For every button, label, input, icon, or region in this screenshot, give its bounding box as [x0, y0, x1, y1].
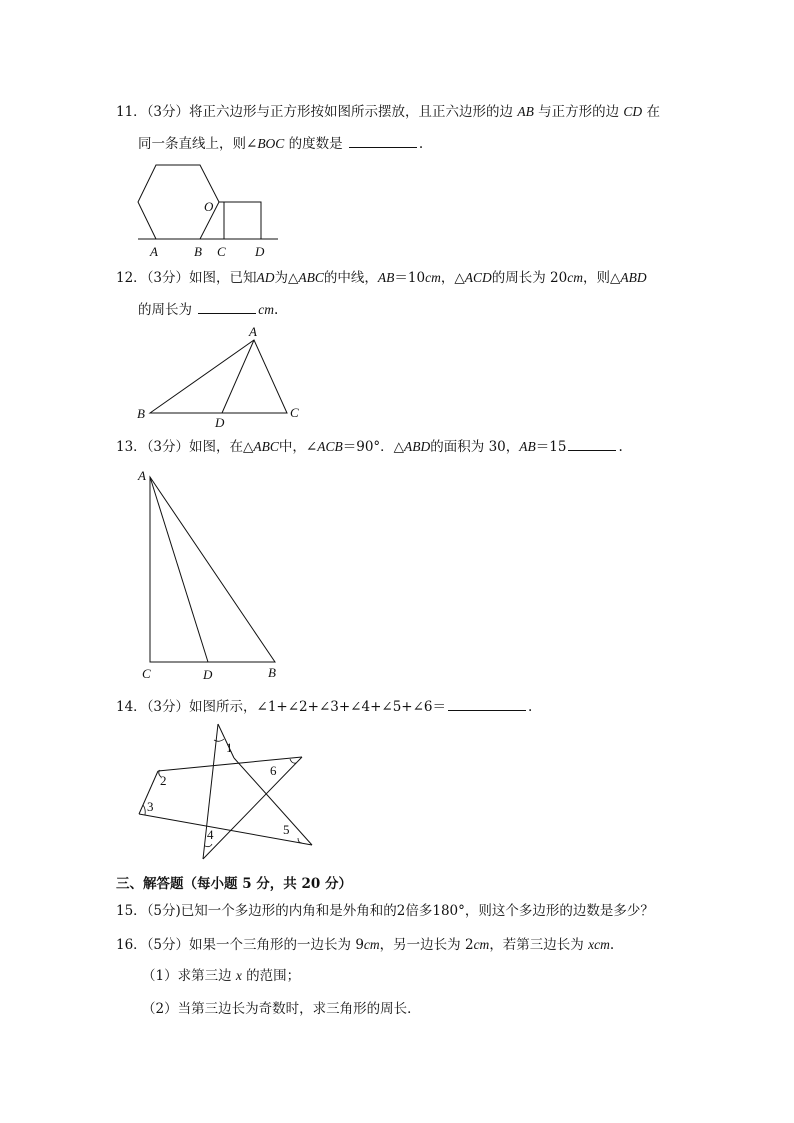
q13-text: 如图，在△ [189, 439, 254, 455]
q14-arc-1 [214, 739, 224, 741]
q15-number: 15． [116, 903, 147, 919]
q11-label-c: C [217, 244, 226, 259]
q11-text: 在 [642, 104, 660, 120]
q12-text: 的中线， [323, 270, 378, 286]
q16-sub2-text: （2）当第三边长为奇数时，求三角形的周长． [142, 1001, 421, 1017]
q11-answer-blank[interactable] [349, 134, 417, 148]
q12-line2 [138, 300, 278, 319]
q12-var-abd: ABD [620, 270, 647, 285]
q13-score: （3分） [146, 439, 190, 455]
q14-line-2-6 [158, 757, 302, 771]
q16-score: （5分） [146, 937, 190, 953]
q11-figure [130, 160, 290, 265]
q11-line2 [138, 134, 423, 153]
q13-var-ab: AB [519, 439, 536, 454]
q13-answer-blank[interactable] [568, 437, 616, 451]
q13-label-b: B [268, 665, 276, 680]
q14-line-6-4 [203, 757, 302, 859]
q13-label-d: D [203, 667, 213, 682]
q16-sub1-text: （1）求第三边 [142, 968, 236, 984]
q13-figure [130, 465, 290, 685]
q11-var-ab: AB [517, 104, 534, 119]
q12-var-ad: AD [256, 270, 275, 285]
q12-text: ，则△ [582, 270, 621, 286]
q14-angle-2: 2 [160, 773, 167, 788]
q14-angle-4: 4 [207, 827, 214, 842]
q12-figure [130, 322, 310, 432]
q16-number: 16． [116, 937, 147, 953]
q11-label-d: D [255, 244, 265, 259]
q12-end: . [274, 302, 279, 318]
q16-end: . [609, 937, 615, 953]
q16-unit: cm [594, 937, 610, 952]
q14-end: . [528, 699, 533, 715]
q13-number: 13． [116, 439, 147, 455]
q12-label-a: A [249, 324, 257, 339]
q16-line1 [116, 936, 614, 954]
q12-score: （3分） [146, 270, 190, 286]
q12-text: 为△ [274, 270, 299, 286]
q13-text: 中，∠ [278, 439, 318, 455]
q14-figure [130, 718, 330, 868]
q12-text: 的周长为 20 [491, 270, 568, 286]
q12-line1 [116, 269, 647, 287]
q12-triangle-abc [150, 340, 287, 413]
q11-number: 11． [116, 104, 147, 120]
q12-var-abc: ABC [298, 270, 324, 285]
q12-label-d: D [215, 415, 225, 430]
q16-sub2 [142, 1000, 421, 1018]
q11-end: . [418, 136, 424, 152]
q11-label-b: B [194, 244, 202, 259]
q16-sub1-var-x: x [235, 968, 242, 983]
q11-label-o: O [204, 199, 214, 214]
q14-angle-5: 5 [283, 822, 290, 837]
q13-var-acb: ACB [317, 439, 343, 454]
q16-text: ，另一边长为 2 [379, 937, 474, 953]
q14-answer-blank[interactable] [448, 697, 526, 711]
q12-label-b: B [137, 406, 145, 421]
q14-number: 14． [116, 699, 147, 715]
q12-text: ，△ [440, 270, 465, 286]
q11-text: 将正六边形与正方形按如图所示摆放，且正六边形的边 [189, 104, 518, 120]
q13-text: 的面积为 30， [430, 439, 520, 455]
q13-line1 [116, 437, 623, 456]
q13-segment-ad [150, 477, 208, 662]
q14-arc-4 [205, 844, 212, 847]
q14-arc-3 [143, 805, 145, 815]
q12-unit: cm [425, 270, 441, 285]
q11-square [224, 202, 261, 239]
q12-var-ab: AB [377, 270, 395, 285]
q16-unit: cm [473, 937, 490, 952]
section-3-heading: 三、解答题（每小题 5 分，共 20 分） [116, 876, 352, 892]
q14-line1 [116, 697, 532, 716]
q11-text: 的度数是 [284, 136, 347, 152]
q11-score: （3分） [146, 104, 190, 120]
q11-text: 与正方形的边 [533, 104, 624, 120]
q11-var-boc: BOC [257, 136, 285, 151]
q14-angle-1: 1 [226, 740, 233, 755]
q13-var-abc: ABC [253, 439, 279, 454]
q16-sub1-text: 的范围； [241, 968, 301, 984]
q13-text: ＝90°．△ [342, 439, 405, 455]
q11-var-cd: CD [623, 104, 643, 119]
q12-unit: cm [567, 270, 583, 285]
q14-score: （3分） [146, 699, 190, 715]
q12-answer-blank[interactable] [198, 300, 256, 314]
q12-number: 12． [116, 270, 147, 286]
q12-text: 的周长为 [138, 302, 197, 318]
q16-sub1 [142, 967, 300, 985]
q12-text: 如图，已知 [189, 270, 257, 286]
q13-text: ＝15 [535, 439, 567, 455]
q12-label-c: C [290, 405, 299, 420]
q13-end: . [618, 439, 623, 455]
q14-angle-6: 6 [270, 763, 277, 778]
q15-line1 [116, 902, 654, 920]
q14-arc-6 [290, 759, 296, 763]
q14-text: 如图所示，∠1+∠2+∠3+∠4+∠5+∠6＝ [189, 699, 446, 715]
q11-label-a: A [150, 244, 158, 259]
q15-text: （5分)已知一个多边形的内角和是外角和的2倍多180°，则这个多边形的边数是多少？ [146, 903, 654, 919]
q11-text: 同一条直线上，则∠ [138, 136, 258, 152]
q16-text: 如果一个三角形的一边长为 9 [189, 937, 364, 953]
q12-text: ＝10 [394, 270, 426, 286]
q12-unit: cm [258, 302, 275, 317]
q12-var-acd: ACD [464, 270, 492, 285]
q13-var-abd: ABD [404, 439, 431, 454]
q13-label-c: C [142, 666, 151, 681]
q16-unit: cm [363, 937, 380, 952]
q13-label-a: A [138, 468, 146, 483]
q11-line1 [116, 103, 660, 121]
q13-triangle-abc [150, 477, 275, 662]
q16-var-x: x [588, 937, 595, 952]
q14-angle-3: 3 [147, 799, 154, 814]
q16-text: ，若第三边长为 [489, 937, 589, 953]
